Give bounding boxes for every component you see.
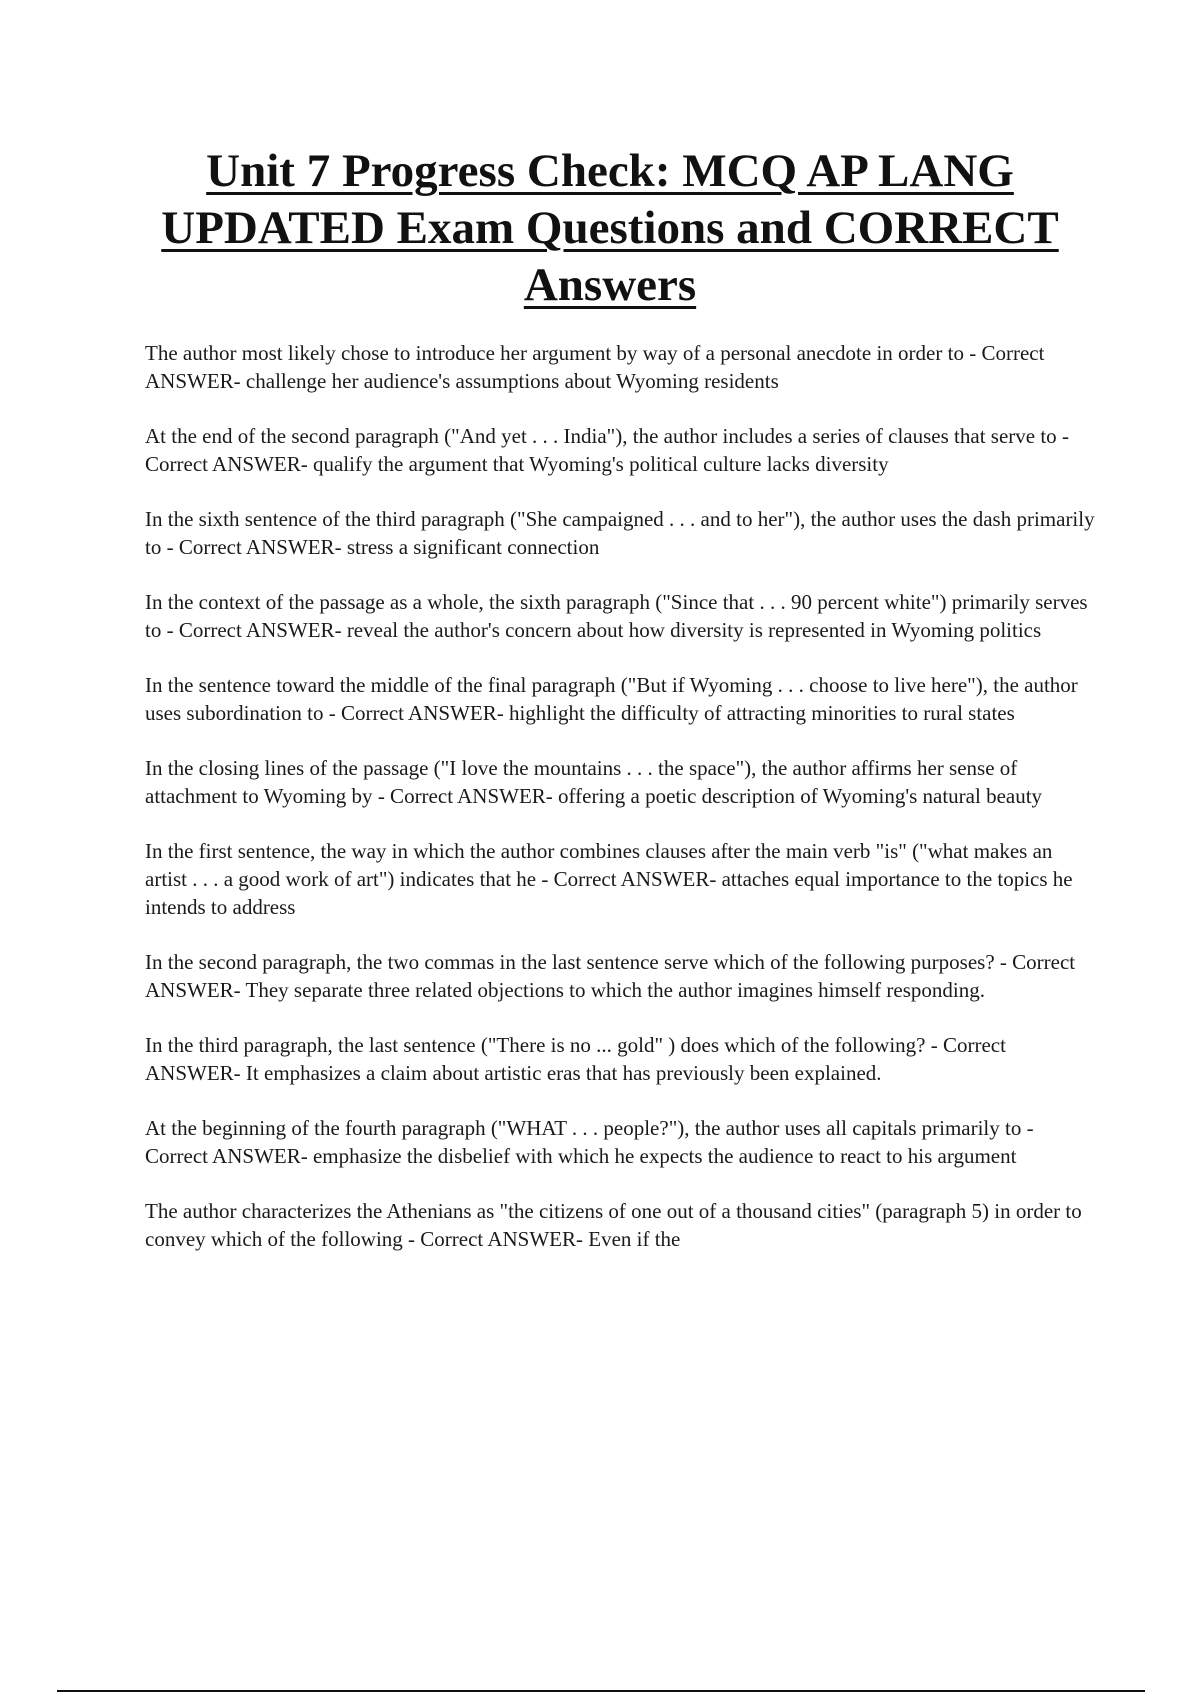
qa-item	[145, 837, 1095, 921]
answer-text: Even if the	[588, 1227, 681, 1251]
question-text: In the first sentence, the way in which the author combines clauses after the main verb "is" ("what makes an artist . . . a good work of art") indicates that he	[145, 839, 1053, 891]
qa-item	[145, 754, 1095, 810]
qa-item	[145, 1031, 1095, 1087]
question-text: In the second paragraph, the two commas in the last sentence serve which of the following purposes?	[145, 950, 995, 974]
answer-text: emphasize the disbelief with which he expects the audience to react to his argument	[312, 1144, 1017, 1168]
qa-item	[145, 1197, 1095, 1253]
answer-marker: - Correct ANSWER-	[145, 424, 1069, 476]
answer-text: stress a significant connection	[346, 535, 600, 559]
question-text: In the context of the passage as a whole, the sixth paragraph ("Since that . . . 90 percent white") primarily serves to	[145, 590, 1088, 642]
question-text: The author most likely chose to introduce her argument by way of a personal anecdote in order to	[145, 341, 964, 365]
qa-item	[145, 948, 1095, 1004]
qa-item	[145, 588, 1095, 644]
question-text: In the sentence toward the middle of the final paragraph ("But if Wyoming . . . choose to live here"), the author uses subordination to	[145, 673, 1078, 725]
question-text: At the end of the second paragraph ("And yet . . . India"), the author includes a series of clauses that serve to	[145, 424, 1057, 448]
answer-marker: - Correct ANSWER-	[161, 618, 347, 642]
question-text: In the closing lines of the passage ("I love the mountains . . . the space"), the author affirms her sense of attachment to Wyoming by	[145, 756, 1018, 808]
answer-marker: - Correct ANSWER-	[145, 1116, 1034, 1168]
qa-item	[145, 339, 1095, 395]
answer-marker: - Correct ANSWER-	[161, 535, 347, 559]
answer-text: reveal the author's concern about how diversity is represented in Wyoming politics	[346, 618, 1042, 642]
answer-marker: - Correct ANSWER-	[323, 701, 509, 725]
answer-text: highlight the difficulty of attracting minorities to rural states	[508, 701, 1015, 725]
answer-marker: - Correct ANSWER-	[145, 950, 1076, 1002]
question-text: In the third paragraph, the last sentence ("There is no ... gold" ) does which of the following?	[145, 1033, 926, 1057]
title-line: UPDATED Exam Questions and CORRECT	[161, 202, 1059, 254]
qa-item	[145, 1114, 1095, 1170]
question-text: The author characterizes the Athenians as "the citizens of one out of a thousand cities" (paragraph 5) in order to convey which of the following	[145, 1199, 1082, 1251]
answer-text: challenge her audience's assumptions about Wyoming residents	[245, 369, 779, 393]
qa-item	[145, 422, 1095, 478]
answer-marker: - Correct ANSWER-	[145, 1033, 1006, 1085]
answer-text: attaches equal importance to the topics he intends to address	[145, 867, 1073, 919]
answer-text: qualify the argument that Wyoming's political culture lacks diversity	[312, 452, 889, 476]
answer-marker: - Correct ANSWER-	[536, 867, 722, 891]
answer-text: offering a poetic description of Wyoming's natural beauty	[558, 784, 1043, 808]
qa-list	[145, 339, 1095, 1280]
answer-marker: - Correct ANSWER-	[145, 341, 1045, 393]
answer-text: It emphasizes a claim about artistic eras that has previously been explained.	[245, 1061, 882, 1085]
answer-text: They separate three related objections to which the author imagines himself responding.	[245, 978, 985, 1002]
title-line: Answers	[523, 259, 697, 311]
qa-item	[145, 671, 1095, 727]
title-line: Unit 7 Progress Check: MCQ AP LANG	[206, 145, 1014, 197]
qa-item	[145, 505, 1095, 561]
question-text: In the sixth sentence of the third paragraph ("She campaigned . . . and to her"), the author uses the dash primarily to	[145, 507, 1095, 559]
answer-marker: - Correct ANSWER-	[402, 1227, 589, 1251]
answer-marker: - Correct ANSWER-	[372, 784, 559, 808]
footer-divider	[57, 1690, 1145, 1692]
document-title	[100, 143, 1120, 314]
question-text: At the beginning of the fourth paragraph ("WHAT . . . people?"), the author uses all capitals primarily to	[145, 1116, 1022, 1140]
